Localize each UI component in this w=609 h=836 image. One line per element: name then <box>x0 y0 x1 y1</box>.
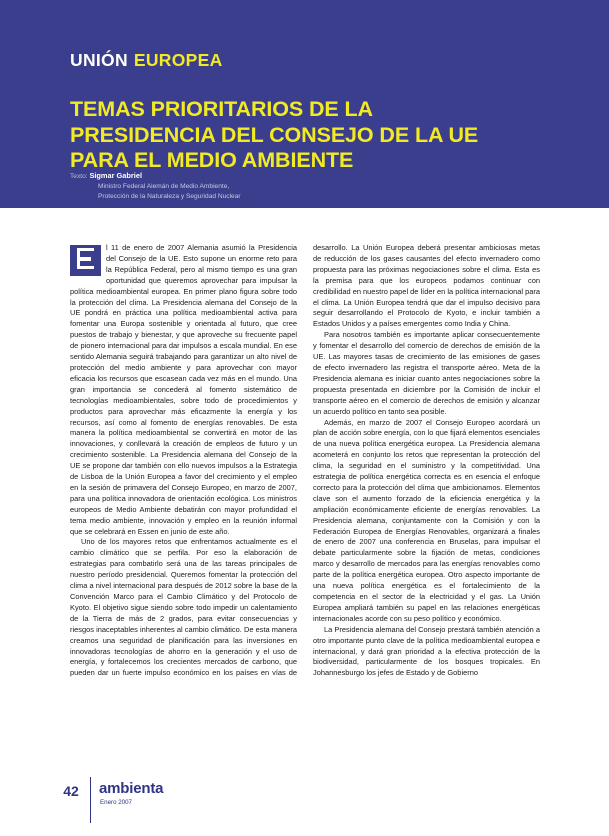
page-footer <box>58 779 258 823</box>
page-title-line-1: TEMAS PRIORITARIOS DE LA <box>70 97 373 122</box>
article-paragraph: Además, en marzo de 2007 el Consejo Europeo acordará un plan de acción sobre energía, con lo que fijará elementos esenciales de una nueva política energética europea. La Presidencia alemana acometerá en conjunto los retos que representan la protección del clima, la seguridad en el suministro y la competitividad. Una estrategia de política energética correcta es en esencia el enfoque correcto para la protección del clima que ambicionamos. Elementos clave son el aumento forzado de la eficiencia energética y la ampliación económicamente eficiente de energías renovables. La Presidencia alemana, conjuntamente con la Comisión y con la Federación Europea de Energías Renovables, organizará a finales de enero de 2007 una conferencia en Bruselas, para impulsar el debate particularmente sobre la fijación de metas, condiciones marco y desarrollo de mercados para las energías renovables como parte de la política energética europea. Otro aspecto importante de una nueva política energética es el fortalecimiento de la competencia en el sector de la electricidad y el gas. La Unión Europea ampliará también su papel en las relaciones energéticas internacionales acorde con su peso político y económico. <box>313 417 540 623</box>
byline-author: Sigmar Gabriel <box>89 171 143 180</box>
byline <box>70 170 241 202</box>
footer-divider <box>90 777 91 823</box>
drop-cap-letter <box>70 245 101 276</box>
byline-label: Texto: <box>70 173 88 180</box>
article-body <box>70 243 540 763</box>
header-band <box>0 0 609 208</box>
article-paragraph-text: l 11 de enero de 2007 Alemania asumió la Presidencia del Consejo de la UE. Esto supone un enorme reto para la República Federal, pero al mismo tiempo es una gran oportunidad que queremos aprovechar para impulsar la política medioambiental europea. En primer plano figura sobre todo la protección del clima. La Presidencia alemana del Consejo de la UE pondrá en práctica una política medioambiental activa para fomentar una Europa sostenible y orientada al futuro, que cree puestos de trabajo y bienestar, y que aproveche su frecuente papel de pionero internacional para dar impulsos a escala mundial. En ese sentido Alemania seguirá trabajando para garantizar un alto nivel de protección del medio ambiente y para aprovechar con mayor eficacia los recursos que escasean cada vez más en el mundo. Una gran importancia se concederá al fomento sistemático de tecnologías medioambientales, sobre todo de procedimientos y productos para aprovechar más eficazmente la energía y los recursos, así como al fomento de energías renovables. De esta manera la política medioambiental se convertirá en motor de las innovaciones, y conllevará la creación de empleos de futuro y un crecimiento sostenible. La Presidencia alemana del Consejo de la UE se propone dar también con ello nuevos impulsos a la Estrategia de Lisboa de la Unión Europea a favor del crecimiento y el empleo en la sesión de primavera del Consejo Europeo, en marzo de 2007, para una política innovadora de orientación ecológica. Los ministros europeos de Medio Ambiente debatirán con mayor profundidad el tema medio ambiente, innovación y empleo en la reunión informal que se celebrará en Essen en junio de este año. <box>70 243 297 536</box>
page-title-line-3: PARA EL MEDIO AMBIENTE <box>70 147 354 172</box>
article-paragraph <box>70 243 297 537</box>
article-paragraph: Uno de los mayores retos que enfrentamos actualmente es el cambio climático que se perfila. Por eso la elaboración de estrategias para combatirlo será una de las tareas principales de nuestro período presidencial. Queremos fomentar la protección del clima a nivel internacional para después de 2012 sobre la base de la Convención Marco para el Cambio Climático y del Protocolo de Kyoto. El objetivo sigue siendo sobre todo impedir un calentamiento de la Tierra de más de 2 grados, para evitar consecuencias y riesgos inaceptables inherentes al cambio climático. De esta manera creamos una seguridad de planificación para las inversiones en innovadoras tecnologías de ahorro en la generación y el uso de energía, y fortalecemos los crecientes mercados de carbono, que pueden dar un fuerte impulso económico en los países en vías de desarrollo. La Unión Europea deberá presentar ambiciosas metas de reducción de los gases causantes del efecto invernadero como propuesta para las próximas negociaciones sobre el clima. Esta es la premisa para que los europeos podamos continuar con credibilidad en nuestro papel de líder en la política internacional para el clima. La Unión Europea tendrá que dar el impulso decisivo para seguir desarrollando el Protocolo de Kyoto, e incluir también a Estados Unidos y a países emergentes como India y China. <box>70 243 540 678</box>
section-kicker <box>70 52 223 70</box>
page-number: 42 <box>63 783 79 799</box>
issue-date: Enero 2007 <box>100 799 132 806</box>
kicker-primary: UNIÓN <box>70 50 128 70</box>
article-paragraph: Para nosotros también es importante aplicar consecuentemente y fomentar el desarrollo del comercio de derechos de emisión de la UE. Las mayores tasas de crecimiento de las emisiones de gases de efecto invernadero las registra el transporte aéreo. Meta de la Presidencia alemana es iniciar cuanto antes negociaciones sobre la propuesta presentada en diciembre por la Comisión de incluir el transporte aéreo en el comercio de derechos de emisión y alcanzar un acuerdo político en tanto sea posible. <box>313 330 540 416</box>
page-title-line-2: PRESIDENCIA DEL CONSEJO DE LA UE <box>70 122 479 147</box>
kicker-secondary: EUROPEA <box>133 50 223 70</box>
page-title <box>70 97 540 172</box>
publication-name: ambienta <box>99 780 164 797</box>
byline-role-line-1: Ministro Federal Alemán de Medio Ambiente, <box>98 182 230 190</box>
byline-role-line-2: Protección de la Naturaleza y Seguridad Nuclear <box>98 192 241 200</box>
article-paragraph: La Presidencia alemana del Consejo prestará también atención a otro importante punto clave de la política medioambiental europea e internacional, y dará gran prioridad a la efectiva protección de la biodiversidad, particularmente de los bosques tropicales. En Johannesburgo los jefes de Estado y de Gobierno <box>313 624 540 678</box>
